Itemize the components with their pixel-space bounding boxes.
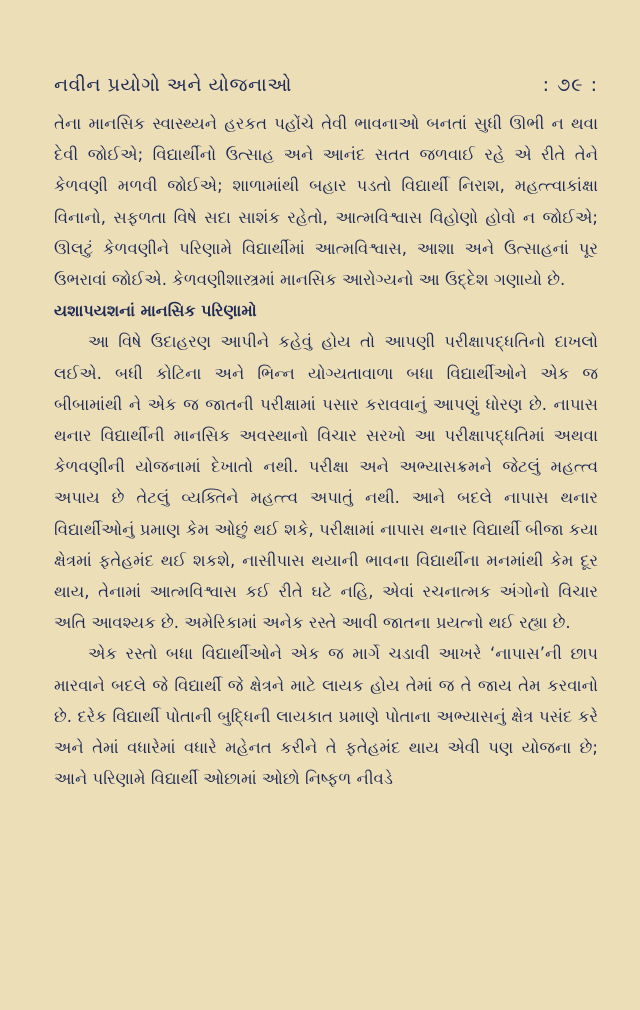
paragraph-3: એક રસ્તો બધા વિદ્યાર્થીઓને એક જ માર્ગે ચડાવી આખરે ‘નાપાસ’ની છાપ મારવાને બદલે જે વિદ્યાર્થી જે ક્ષેત્રને માટે લાયક હોય તેમાં જ તે જાય તેમ કરવાનો છે. દરેક વિદ્યાર્થી પોતાની બુદ્ધિની લાયકાત પ્રમાણે પોતાના અભ્યાસનું ક્ષેત્ર પસંદ કરે અને તેમાં વધારેમાં વધારે મહેનત કરીને તે ફતેહમંદ થાય એવી પણ યોજના છે; આને પરિણામે વિદ્યાર્થી ઓછામાં ઓછો નિષ્ફળ નીવડે bbox=[54, 644, 598, 789]
section-heading: યશાપયશનાં માનસિક પરિણામો bbox=[54, 301, 257, 321]
paragraph-2: આ વિષે ઉદાહરણ આપીને કહેવું હોય તો આપણી પરીક્ષાપદ્ધતિનો દાખલો લઈએ. બધી કોટિના અને ભિન્ન યોગ્યતાવાળા બધા વિદ્યાર્થીઓને એક જ બીબામાંથી ને એક જ જાતની પરીક્ષામાં પસાર કરાવવાનું આપણું ધોરણ છે. નાપાસ થનાર વિદ્યાર્થીની માનસિક અવસ્થાનો વિચાર સરખો આ પરીક્ષાપદ્ધતિમાં અથવા કેળવણીની યોજનામાં દેખાતો નથી. પરીક્ષા અને અભ્યાસક્રમને જેટલું મહત્ત્વ અપાય છે તેટલું વ્યક્તિને મહત્ત્વ અપાતું નથી. આને બદલે નાપાસ થનાર વિદ્યાર્થીઓનું પ્રમાણ કેમ ઓછું થઈ શકે, પરીક્ષામાં નાપાસ થનાર વિદ્યાર્થી બીજા કયા ક્ષેત્રમાં ફતેહમંદ થઈ શકશે, નાસીપાસ થયાની ભાવના વિદ્યાર્થીના મનમાંથી કેમ દૂર થાય, તેનામાં આત્મવિશ્વાસ કઈ રીતે ઘટે નહિ, એવાં રચનાત્મક અંગોનો વિચાર અતિ આવશ્યક છે. અમેરિકામાં અનેક રસ્તે આવી જાતના પ્રયત્નો થઈ રહ્યા છે. bbox=[54, 332, 598, 633]
running-title: નવીન પ્રયોગો અને યોજનાઓ bbox=[54, 74, 292, 96]
page-number: : ૭૯ : bbox=[542, 74, 598, 96]
paragraph-1: તેના માનસિક સ્વાસ્થ્યને હરકત પહોંચે તેવી ભાવનાઓ બનતાં સુધી ઊભી ન થવા દેવી જોઈએ; વિદ્યાર્થીનો ઉત્સાહ અને આનંદ સતત જળવાઈ રહે એ રીતે તેને કેળવણી મળવી જોઈએ; શાળામાંથી બહાર પડતો વિદ્યાર્થી નિરાશ, મહત્ત્વાકાંક્ષા વિનાનો, સફળતા વિષે સદા સાશંક રહેતો, આત્મવિશ્વાસ વિહોણો હોવો ન જોઈએ; ઊલટું કેળવણીને પરિણામે વિદ્યાર્થીમાં આત્મવિશ્વાસ, આશા અને ઉત્સાહનાં પૂર ઉભરાવાં જોઈએ. કેળવણીશાસ્ત્રમાં માનસિક આરોગ્યનો આ ઉદ્દેશ ગણાયો છે. bbox=[54, 114, 598, 290]
page-header bbox=[54, 74, 598, 96]
